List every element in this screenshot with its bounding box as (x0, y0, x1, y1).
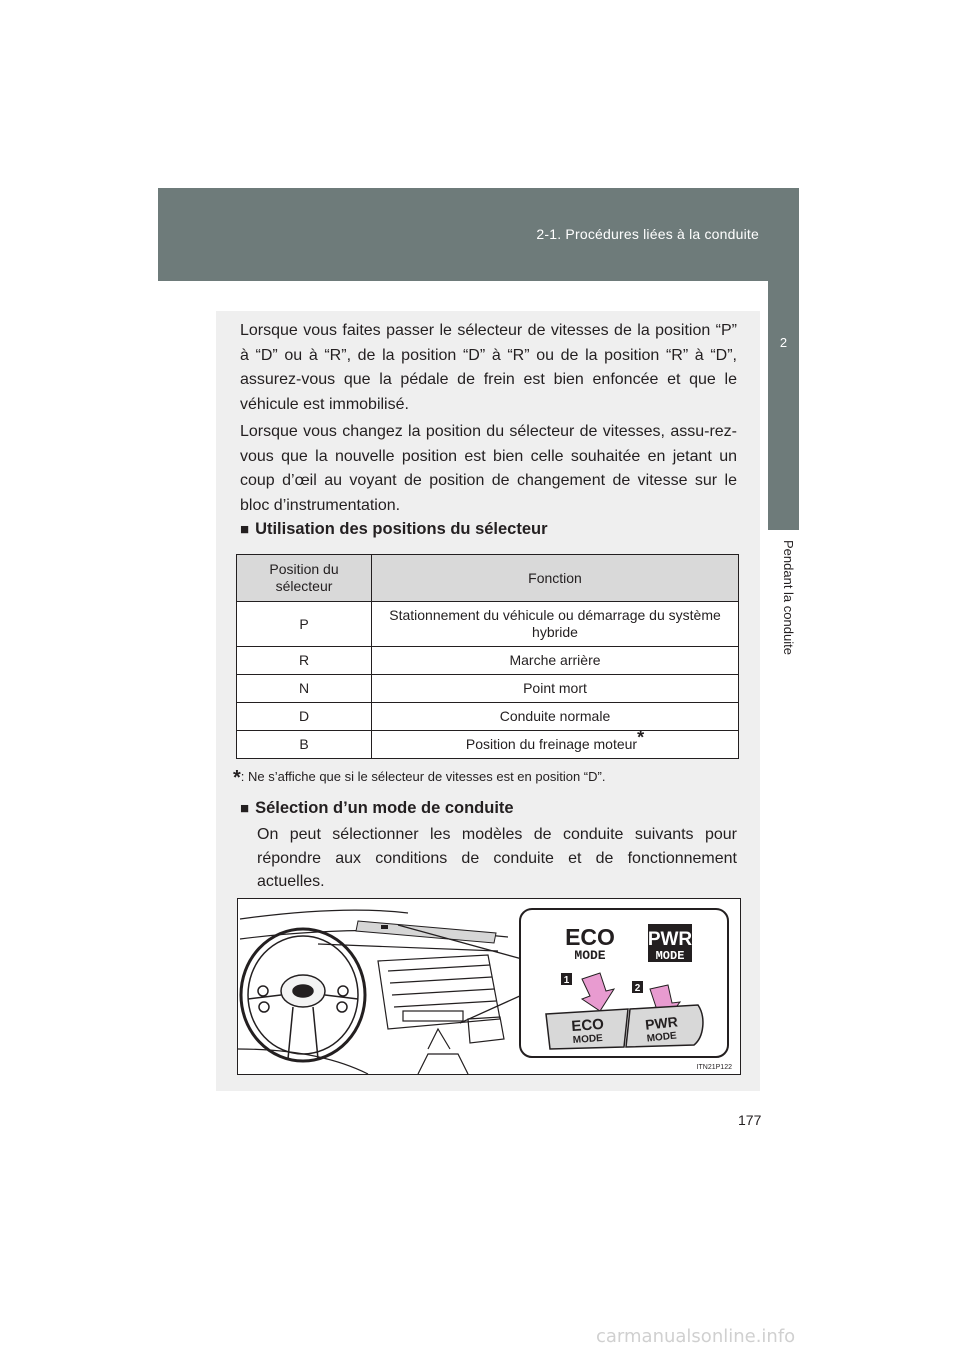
table-cell-position: D (237, 703, 372, 731)
eco-button-top: ECO (570, 1015, 605, 1036)
steering-wheel (241, 929, 365, 1061)
table-row (237, 731, 739, 759)
pwr-indicator-top: PWR (647, 929, 693, 950)
table-cell-function: Marche arrière (372, 647, 739, 675)
table-header-row (237, 555, 739, 602)
heading-drive-mode (240, 799, 514, 818)
footnote-marker: * (233, 767, 241, 789)
watermark: carmanualsonline.info (596, 1326, 796, 1347)
heading-text: Utilisation des positions du sélecteur (255, 520, 548, 538)
callout-2-number: 2 (634, 983, 641, 994)
paragraph-brake-warning: Lorsque vous faites passer le sélecteur de vitesses de la position “P” à “D” ou à “R”, de la position “D” à “R” ou de la position “R” à “D”, assurez-vous que la pédale de frein est bien enfoncée et que le véhicule est immobilisé. (240, 322, 737, 413)
paragraph-drive-modes: On peut sélectionner les modèles de conduite suivants pour répondre aux conditions de conduite et de fonctionnement actuelles. (257, 826, 737, 890)
table-footnote (233, 767, 605, 790)
eco-indicator-bottom: MODE (574, 948, 606, 963)
chapter-label: Pendant la conduite (781, 540, 796, 655)
table-row (237, 602, 739, 647)
heading-marker: ■ (240, 800, 250, 817)
pwr-button-bottom: MODE (646, 1030, 678, 1045)
table-header: Fonction (372, 555, 739, 602)
table-row (237, 703, 739, 731)
selector-table (236, 554, 739, 759)
center-display (356, 921, 496, 943)
heading-selector-positions (240, 520, 548, 539)
heading-text: Sélection d’un mode de conduite (255, 799, 514, 817)
footnote-text: : Ne s’affiche que si le sélecteur de vitesses est en position “D”. (240, 769, 606, 784)
section-title: 2-1. Procédures liées à la conduite (536, 226, 759, 242)
function-text: Position du freinage moteur (465, 736, 638, 752)
pwr-button-top: PWR (644, 1013, 679, 1033)
table-cell-position: R (237, 647, 372, 675)
table-cell-position: B (237, 731, 372, 759)
chapter-tab (768, 265, 799, 530)
table-row (237, 675, 739, 703)
table-cell-function: Point mort (372, 675, 739, 703)
pwr-indicator-bottom: MODE (655, 949, 685, 963)
table-row (237, 647, 739, 675)
dashboard-drawing (238, 899, 740, 1074)
callout-1 (561, 973, 572, 986)
callout-2 (632, 981, 643, 994)
table-cell-function (372, 727, 739, 759)
chapter-number: 2 (779, 335, 788, 350)
table-cell-function: Stationnement du véhicule ou démarrage du système hybride (372, 602, 739, 647)
paragraph-check-indicator: Lorsque vous changez la position du sélecteur de vitesses, assu-rez-vous que la nouvelle position est bien celle souhaitée en jetant un coup d’œil au voyant de position de changement de vitesse sur le bloc d’instrumentation. (240, 423, 737, 514)
figure-code: ITN21P122 (696, 1064, 732, 1071)
table-cell-position: P (237, 602, 372, 647)
drive-mode-illustration (237, 898, 741, 1075)
page-number: 177 (738, 1112, 762, 1128)
table-header: Position du sélecteur (237, 555, 372, 602)
eco-indicator-top: ECO (565, 924, 615, 950)
pwr-indicator-icon (648, 924, 693, 963)
pwr-mode-button (626, 1005, 703, 1047)
table-cell-position: N (237, 675, 372, 703)
header-band (158, 188, 799, 281)
heading-marker: ■ (240, 521, 250, 538)
footnote-ref: * (637, 727, 645, 748)
callout-1-number: 1 (563, 975, 570, 986)
table-cell-function: Conduite normale (372, 703, 739, 731)
eco-button-bottom: MODE (572, 1032, 604, 1047)
eco-mode-button (546, 1009, 628, 1049)
